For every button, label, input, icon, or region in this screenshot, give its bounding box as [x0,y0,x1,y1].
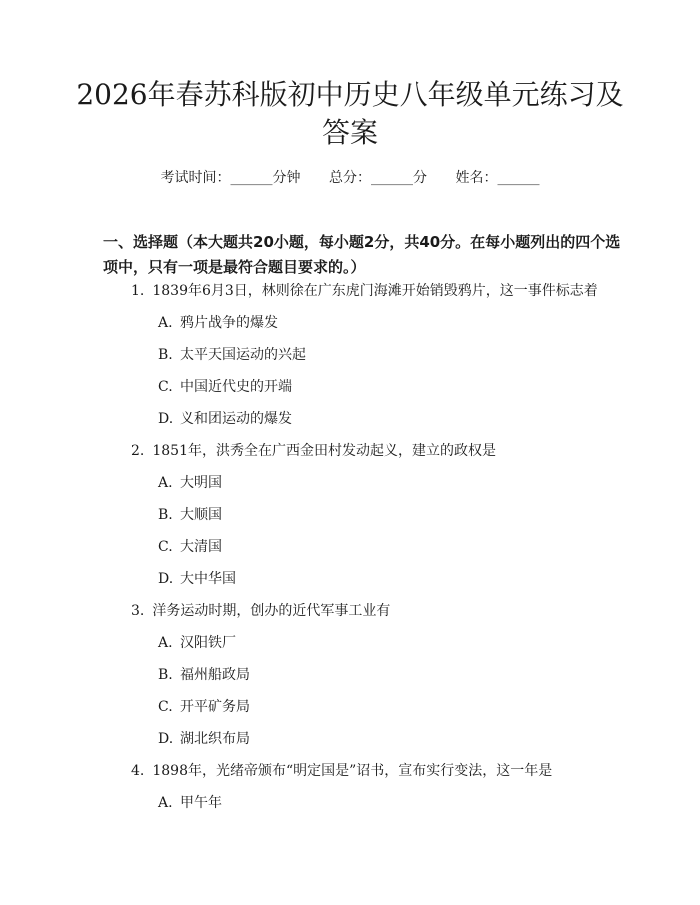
question-3-option-a [158,633,236,653]
question-2-stem [131,441,496,461]
question-text: 洋务运动时期，创办的近代军事工业有 [152,603,391,619]
option-letter: A. [158,315,173,331]
question-number: 1. [131,283,145,299]
question-1-option-b [158,345,306,365]
question-number: 4. [131,763,145,779]
option-letter: B. [158,507,173,523]
option-letter: C. [158,539,173,555]
option-text: 开平矿务局 [180,699,250,715]
document-title [0,76,700,152]
question-number: 3. [131,603,145,619]
option-letter: D. [158,411,174,427]
option-letter: A. [158,475,173,491]
question-4-option-a [158,793,222,813]
option-text: 湖北织布局 [180,731,250,747]
option-text: 甲午年 [180,795,222,811]
title-line-2: 答案 [321,116,378,149]
option-letter: D. [158,731,174,747]
option-text: 大中华国 [180,571,236,587]
question-4-stem [131,761,552,781]
question-text: 1851年，洪秀全在广西金田村发动起义，建立的政权是 [152,443,496,459]
question-3-option-c [158,697,250,717]
option-letter: B. [158,667,173,683]
total-score-field: 总分：______分 [329,170,427,186]
title-line-1: 2026年春苏科版初中历史八年级单元练习及 [76,78,624,111]
option-letter: C. [158,699,173,715]
exam-info-line [0,168,700,188]
option-letter: D. [158,571,174,587]
option-text: 大顺国 [180,507,222,523]
option-text: 汉阳铁厂 [180,635,236,651]
question-2-option-c [158,537,222,557]
question-2-option-a [158,473,222,493]
section-heading-line-1: 一、选择题（本大题共20小题，每小题2分，共40分。在每小题列出的四个选 [103,233,621,251]
question-1-stem [131,281,598,301]
option-letter: B. [158,347,173,363]
question-text: 1839年6月3日，林则徐在广东虎门海滩开始销毁鸦片，这一事件标志着 [152,283,598,299]
option-text: 鸦片战争的爆发 [180,315,278,331]
option-text: 中国近代史的开端 [180,379,292,395]
question-3-option-d [158,729,250,749]
question-2-option-d [158,569,236,589]
question-3-stem [131,601,390,621]
question-number: 2. [131,443,145,459]
question-3-option-b [158,665,250,685]
option-text: 大清国 [180,539,222,555]
option-letter: A. [158,635,173,651]
section-heading-line-2: 项中，只有一项是最符合题目要求的。） [103,258,366,276]
option-text: 义和团运动的爆发 [180,411,292,427]
question-2-option-b [158,505,222,525]
exam-time-field: 考试时间：______分钟 [160,170,301,186]
option-text: 大明国 [180,475,222,491]
question-text: 1898年，光绪帝颁布“明定国是”诏书，宣布实行变法，这一年是 [152,763,553,779]
question-1-option-d [158,409,292,429]
section-heading [103,230,633,280]
question-1-option-c [158,377,292,397]
option-letter: A. [158,795,173,811]
student-name-field: 姓名：______ [455,170,540,186]
option-text: 太平天国运动的兴起 [180,347,306,363]
option-letter: C. [158,379,173,395]
option-text: 福州船政局 [180,667,250,683]
question-1-option-a [158,313,278,333]
